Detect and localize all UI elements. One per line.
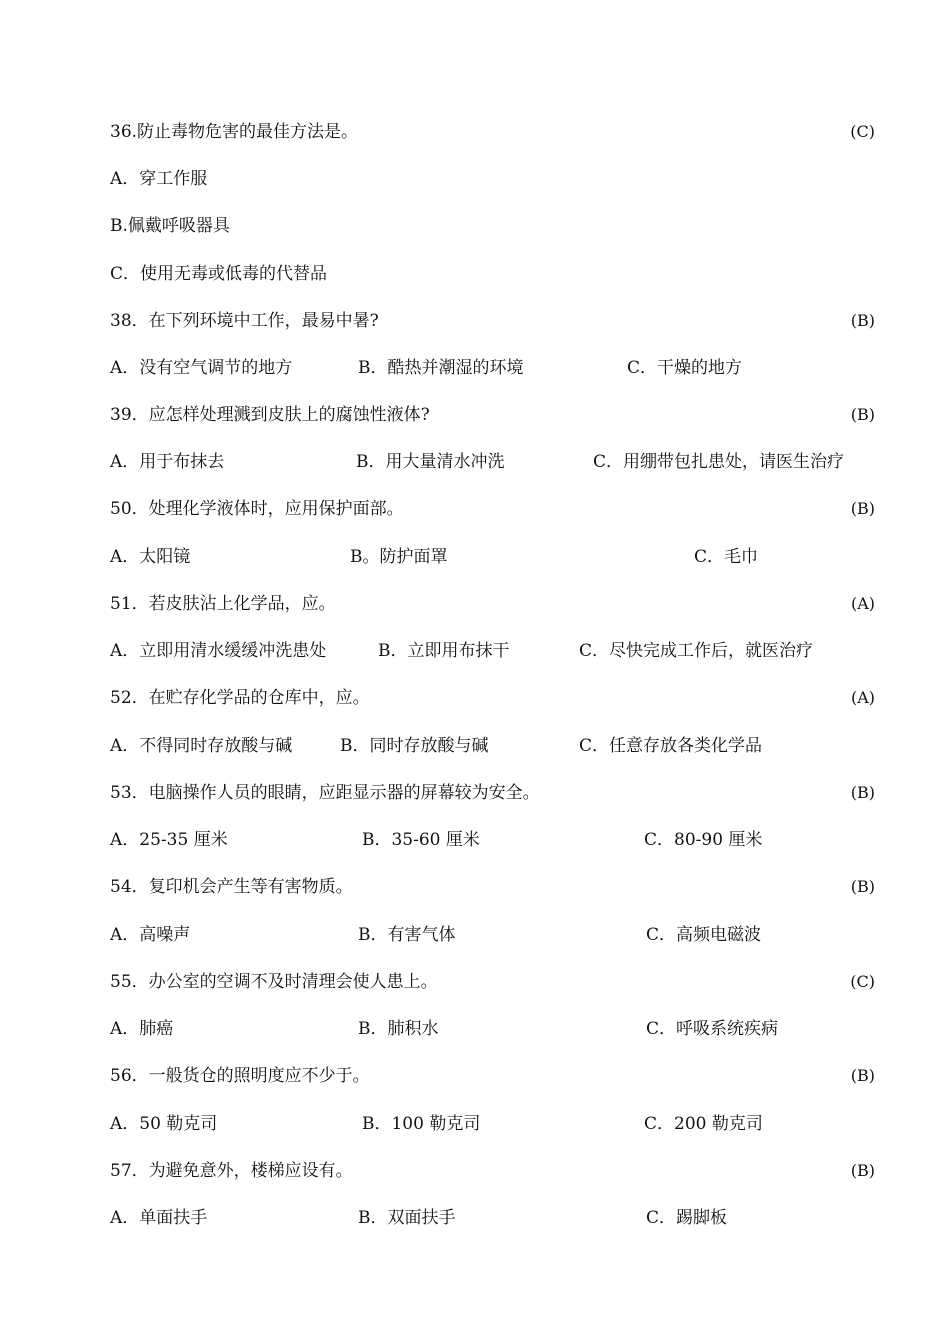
option-a: A．肺癌: [110, 1019, 174, 1039]
question-text: 54．复印机会产生等有害物质。: [110, 877, 353, 897]
question-text: 38．在下列环境中工作，最易中暑?: [110, 311, 379, 331]
question-39: [110, 402, 875, 428]
question-51: [110, 591, 875, 617]
option-a: A．50 勒克司: [110, 1114, 218, 1134]
option-row: [110, 166, 875, 192]
option-c: C．任意存放各类化学品: [579, 736, 763, 756]
option-row: [110, 733, 875, 759]
option-b: B．酷热并潮湿的环境: [358, 358, 524, 378]
option-c: C．尽快完成工作后，就医治疗: [579, 641, 814, 661]
option-row: [110, 638, 875, 664]
question-38: [110, 308, 875, 334]
option-b: B．双面扶手: [358, 1208, 456, 1228]
question-text: 51．若皮肤沾上化学品，应。: [110, 594, 336, 614]
option-a: A．单面扶手: [110, 1208, 208, 1228]
option-row: [110, 922, 875, 948]
option-a: A．穿工作服: [110, 169, 208, 189]
answer-key: (B): [850, 1066, 875, 1085]
answer-key: (B): [850, 877, 875, 896]
option-a: A．高噪声: [110, 925, 191, 945]
option-a: A．太阳镜: [110, 547, 191, 567]
question-53: [110, 780, 875, 806]
option-b: B。防护面罩: [350, 547, 448, 567]
question-55: [110, 969, 875, 995]
option-c: C．用绷带包扎患处，请医生治疗: [593, 452, 845, 472]
option-row: [110, 261, 875, 287]
option-a: A．用于布抹去: [110, 452, 225, 472]
question-text: 52．在贮存化学品的仓库中，应。: [110, 688, 370, 708]
question-text: 57．为避免意外，楼梯应设有。: [110, 1161, 353, 1181]
option-c: C．踢脚板: [646, 1208, 728, 1228]
question-text: 36.防止毒物危害的最佳方法是。: [110, 122, 359, 142]
option-row: [110, 449, 875, 475]
option-a: A．没有空气调节的地方: [110, 358, 293, 378]
question-56: [110, 1063, 875, 1089]
question-36: [110, 119, 875, 145]
answer-key: (A): [850, 594, 875, 613]
option-row: [110, 355, 875, 381]
option-b: B.佩戴呼吸器具: [110, 216, 230, 236]
option-a: A．25-35 厘米: [110, 830, 228, 850]
question-text: 39．应怎样处理溅到皮肤上的腐蚀性液体?: [110, 405, 430, 425]
question-text: 53．电脑操作人员的眼睛，应距显示器的屏幕较为安全。: [110, 783, 540, 803]
option-c: C．高频电磁波: [646, 925, 762, 945]
question-text: 56．一般货仓的照明度应不少于。: [110, 1066, 370, 1086]
question-text: 55．办公室的空调不及时清理会使人患上。: [110, 972, 438, 992]
option-b: B．用大量清水冲洗: [356, 452, 505, 472]
answer-key: (B): [850, 405, 875, 424]
question-50: [110, 496, 875, 522]
question-text: 50．处理化学液体时，应用保护面部。: [110, 499, 404, 519]
option-c: C．呼吸系统疾病: [646, 1019, 779, 1039]
option-c: C．毛巾: [694, 547, 759, 567]
option-row: [110, 1205, 875, 1231]
question-52: [110, 685, 875, 711]
option-row: [110, 213, 875, 239]
option-c: C．使用无毒或低毒的代替品: [110, 264, 328, 284]
option-c: C．200 勒克司: [644, 1114, 763, 1134]
option-row: [110, 1016, 875, 1042]
option-b: B．同时存放酸与碱: [340, 736, 489, 756]
option-row: [110, 544, 875, 570]
option-row: [110, 1111, 875, 1137]
answer-key: (C): [850, 972, 875, 991]
option-b: B．35-60 厘米: [362, 830, 480, 850]
option-b: B．肺积水: [358, 1019, 439, 1039]
option-b: B．100 勒克司: [362, 1114, 481, 1134]
answer-key: (B): [850, 783, 875, 802]
option-b: B．立即用布抹干: [378, 641, 510, 661]
answer-key: (B): [850, 311, 875, 330]
answer-key: (B): [850, 499, 875, 518]
question-54: [110, 874, 875, 900]
question-57: [110, 1158, 875, 1184]
answer-key: (B): [850, 1161, 875, 1180]
option-b: B．有害气体: [358, 925, 456, 945]
option-c: C．80-90 厘米: [644, 830, 763, 850]
option-row: [110, 827, 875, 853]
option-a: A．立即用清水缓缓冲洗患处: [110, 641, 327, 661]
answer-key: (A): [850, 688, 875, 707]
answer-key: (C): [850, 122, 875, 141]
option-c: C．干燥的地方: [627, 358, 743, 378]
option-a: A．不得同时存放酸与碱: [110, 736, 293, 756]
